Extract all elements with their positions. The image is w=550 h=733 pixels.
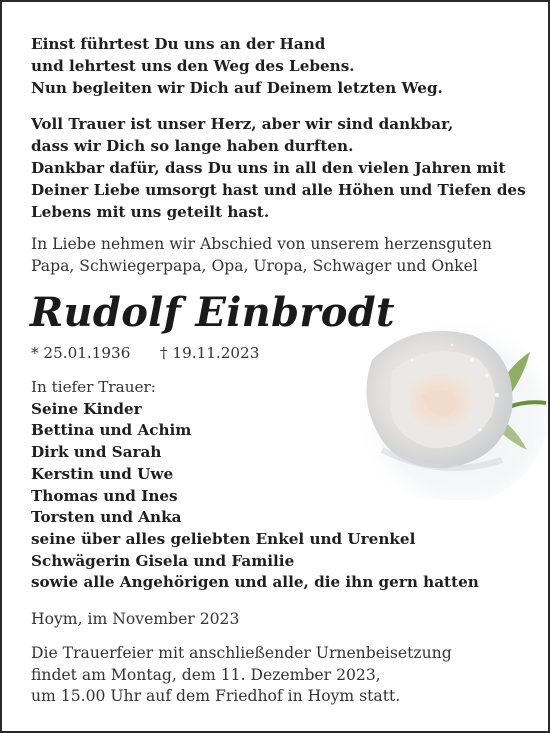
gratitude-text	[31, 113, 526, 223]
mourner-line: Dirk und Sarah	[31, 443, 162, 462]
deceased-name: Rudolf Einbrodt	[30, 289, 395, 336]
gratitude-line: Dankbar dafür, dass Du uns in all den vielen Jahren mit	[31, 159, 506, 177]
funeral-line: findet am Montag, dem 11. Dezember 2023,	[31, 665, 381, 684]
farewell-intro	[31, 233, 492, 277]
opening-poem	[31, 33, 443, 99]
funeral-line: Die Trauerfeier mit anschließender Urnenbeisetzung	[31, 644, 452, 662]
gratitude-line: Voll Trauer ist unser Herz, aber wir sind dankbar,	[31, 115, 454, 133]
poem-line: und lehrtest uns den Weg des Lebens.	[31, 57, 355, 75]
gratitude-line: Lebens mit uns geteilt hast.	[31, 203, 270, 221]
mourner-line: Bettina und Achim	[31, 421, 192, 440]
poem-line: Nun begleiten wir Dich auf Deinem letzten Weg.	[31, 79, 443, 97]
birth-date: * 25.01.1936	[31, 344, 131, 362]
mourner-line: Thomas und Ines	[31, 486, 178, 505]
poem-line: Einst führtest Du uns an der Hand	[31, 35, 326, 53]
death-date: † 19.11.2023	[160, 344, 260, 362]
intro-line: Papa, Schwiegerpapa, Opa, Uropa, Schwager und Onkel	[31, 257, 478, 275]
mourner-line: seine über alles geliebten Enkel und Urenkel	[31, 529, 416, 548]
mourners-header: In tiefer Trauer:	[31, 378, 156, 396]
gratitude-line: Deiner Liebe umsorgt hast und alle Höhen und Tiefen des	[31, 181, 526, 199]
gratitude-line: dass wir Dich so lange haben durften.	[31, 137, 354, 155]
funeral-info	[31, 643, 452, 708]
mourners-list	[31, 377, 479, 594]
place-date: Hoym, im November 2023	[31, 610, 240, 628]
mourner-line: Seine Kinder	[31, 399, 142, 418]
intro-line: In Liebe nehmen wir Abschied von unserem herzensguten	[31, 235, 492, 253]
mourner-line: Schwägerin Gisela und Familie	[31, 551, 295, 570]
funeral-line: um 15.00 Uhr auf dem Friedhof in Hoym statt.	[31, 687, 401, 705]
mourner-line: sowie alle Angehörigen und alle, die ihn gern hatten	[31, 573, 479, 592]
mourner-line: Kerstin und Uwe	[31, 464, 174, 483]
mourner-line: Torsten und Anka	[31, 508, 182, 527]
